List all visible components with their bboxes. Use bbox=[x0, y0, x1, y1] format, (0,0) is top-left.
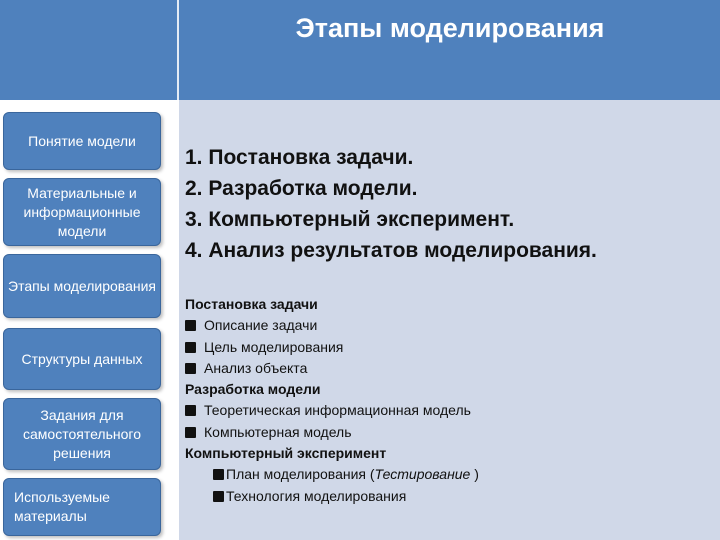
details-heading: Постановка задачи bbox=[185, 296, 318, 312]
step-item: 1. Постановка задачи. bbox=[185, 146, 414, 169]
sidebar-item-label: Понятие модели bbox=[28, 132, 136, 149]
bullet-square-icon bbox=[185, 363, 196, 374]
steps-list bbox=[185, 142, 597, 266]
sidebar-item-label: Этапы моделирования bbox=[8, 277, 156, 294]
step-item: 2. Разработка модели. bbox=[185, 177, 418, 200]
details-bullet bbox=[185, 337, 479, 358]
details-bullet bbox=[185, 315, 479, 336]
header-divider bbox=[177, 0, 179, 100]
bullet-square-icon bbox=[213, 491, 224, 502]
sidebar-item-label: Структуры данных bbox=[21, 350, 143, 367]
details-bullet-text: Цель моделирования bbox=[204, 338, 344, 355]
details-bullet-text: Технология моделирования bbox=[226, 487, 407, 504]
details-bullet-italic: Тестирование bbox=[374, 466, 471, 483]
content-panel bbox=[179, 100, 720, 540]
bullet-square-icon bbox=[185, 405, 196, 416]
details-bullet bbox=[185, 400, 479, 421]
details-heading: Компьютерный эксперимент bbox=[185, 445, 387, 462]
details-bullet bbox=[185, 464, 479, 485]
details-bullet bbox=[185, 486, 479, 507]
bullet-square-icon bbox=[213, 469, 224, 480]
sidebar-item-label: Используемые материалы bbox=[14, 489, 110, 524]
details-bullet-text: Теоретическая информационная модель bbox=[204, 402, 471, 419]
details-bullet-text: ) bbox=[470, 466, 479, 483]
details-bullet bbox=[185, 422, 479, 443]
bullet-square-icon bbox=[185, 427, 196, 438]
sidebar-item-self-study-tasks[interactable] bbox=[3, 398, 161, 470]
bullet-square-icon bbox=[185, 342, 196, 353]
details-bullet bbox=[185, 358, 479, 379]
details-bullet-text: Анализ объекта bbox=[204, 359, 308, 376]
slide-title: Этапы моделирования bbox=[295, 13, 605, 43]
step-item: 3. Компьютерный эксперимент. bbox=[185, 208, 515, 231]
sidebar-item-label: Задания для самостоятельного решения bbox=[23, 406, 141, 461]
sidebar-item-material-info-models[interactable] bbox=[3, 178, 161, 246]
step-item: 4. Анализ результатов моделирования. bbox=[185, 239, 597, 262]
sidebar-item-model-concept[interactable] bbox=[3, 112, 161, 170]
details-bullet-text: План моделирования ( bbox=[226, 466, 375, 483]
details-heading: Разработка модели bbox=[185, 381, 321, 398]
sidebar-item-materials-used[interactable] bbox=[3, 478, 161, 536]
bullet-square-icon bbox=[185, 320, 196, 331]
sidebar-item-modeling-stages[interactable] bbox=[3, 254, 161, 318]
sidebar-item-data-structures[interactable] bbox=[3, 328, 161, 390]
details-list bbox=[185, 294, 479, 507]
details-bullet-text: Описание задачи bbox=[204, 317, 318, 334]
details-bullet-text: Компьютерная модель bbox=[204, 423, 352, 440]
sidebar-item-label: Материальные и информационные модели bbox=[23, 184, 141, 239]
